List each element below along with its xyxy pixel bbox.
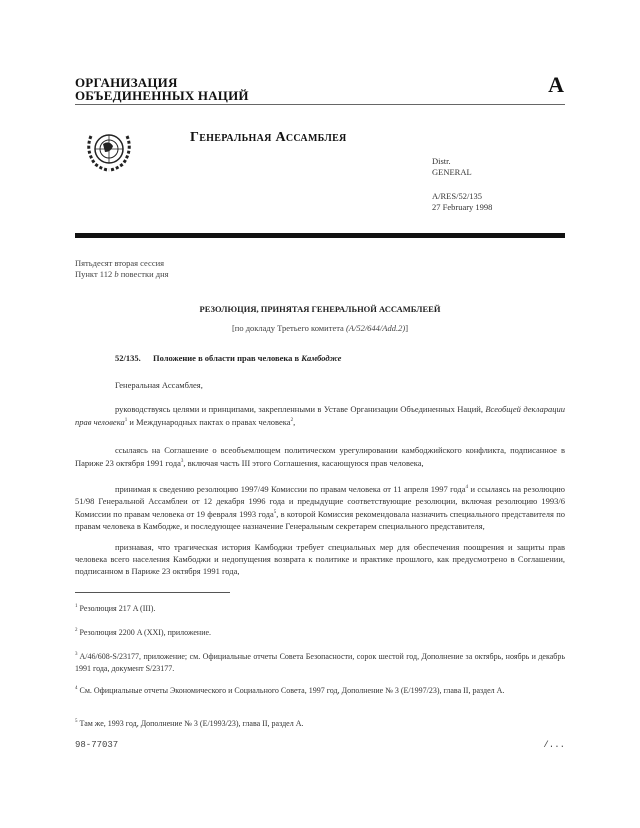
heading-country: Камбодже: [301, 353, 342, 363]
heading-text: Положение в области прав человека в: [153, 353, 302, 363]
organization-name: [75, 76, 249, 102]
assembly-title: Генеральная Ассамблея: [190, 130, 347, 145]
resolution-heading: [115, 353, 341, 363]
document-date: 27 February 1998: [432, 202, 493, 212]
footnote-ref[interactable]: 4: [465, 485, 469, 490]
subtitle-post: ]: [405, 323, 409, 333]
document-letter: A: [548, 72, 564, 97]
session-line: Пятьдесят вторая сессия: [75, 258, 165, 268]
p2-text-b: , включая часть III этого Соглашения, касающуюся прав человека,: [183, 458, 424, 468]
p3-text-c: , в которой Комиссия рекомендовала назначить специального представителя по правам человека в Камбодже, и последующее назначение Генеральным секретарем специального представителя,: [75, 509, 565, 531]
agenda-letter: b: [114, 269, 119, 279]
footnote-ref[interactable]: 5: [273, 510, 277, 515]
continuation-mark: /...: [543, 740, 565, 750]
agenda-item: [75, 269, 169, 280]
footnote-4: [75, 683, 565, 697]
footnote-number: 4: [75, 686, 78, 691]
footnote-5: [75, 716, 565, 730]
footnote-number: 5: [75, 719, 78, 724]
distribution: [432, 156, 472, 178]
footnote-text: Резолюция 217 A (III).: [79, 604, 156, 613]
header-rule: [75, 104, 565, 105]
footnote-3: [75, 649, 565, 675]
p1-text-b: и Международных пактах о правах человека: [127, 417, 291, 427]
org-line-1: ОРГАНИЗАЦИЯ: [75, 75, 178, 90]
p2-text: ссылаясь на Соглашение о всеобъемлющем политическом урегулировании камбоджийского конфликта, подписанное в Париже 23 октября 1991 года: [75, 445, 565, 468]
page-footer: [75, 740, 565, 750]
preamble-paragraph-1: [75, 403, 565, 428]
preamble-paragraph-2: [75, 444, 565, 469]
footnote-1: [75, 601, 565, 615]
footnote-2: [75, 625, 565, 639]
opening-line: Генеральная Ассамблея,: [115, 380, 203, 390]
footnote-text: Там же, 1993 год, Дополнение № 3 (E/1993/23), глава II, раздел A.: [79, 719, 304, 728]
p1-text: руководствуясь целями и принципами, закрепленными в Уставе Организации Объединенных Наций,: [115, 404, 486, 414]
p1-text-c: ,: [293, 417, 296, 427]
un-emblem-icon: [83, 126, 135, 174]
footnote-text: См. Официальные отчеты Экономического и Социального Совета, 1997 год, Дополнение № 3 (E/1997/23), глава II, раздел A.: [79, 686, 505, 695]
subtitle-ref: (A/52/644/Add.2): [345, 323, 406, 333]
distr-label: Distr.: [432, 156, 451, 166]
document-symbol-block: [432, 191, 492, 213]
session-info: [75, 258, 169, 280]
footnote-text: A/46/608-S/23177, приложение; см. Официальные отчеты Совета Безопасности, сорок шестой год, Дополнение за октябрь, ноябрь и декабрь 1991 года, документ S/23177.: [75, 652, 566, 673]
document-symbol: A/RES/52/135: [432, 191, 483, 201]
footnote-number: 1: [75, 604, 78, 609]
footnote-number: 3: [75, 652, 78, 657]
document-number: 98-77037: [75, 740, 119, 750]
agenda-post: повестки дня: [118, 269, 169, 279]
subtitle-pre: [по докладу Третьего комитета: [231, 323, 346, 333]
footnote-ref[interactable]: 2: [290, 418, 294, 423]
footnote-ref[interactable]: 1: [124, 418, 128, 423]
distr-value: GENERAL: [432, 167, 472, 177]
resolution-title: РЕЗОЛЮЦИЯ, ПРИНЯТАЯ ГЕНЕРАЛЬНОЙ АССАМБЛЕЕЙ: [199, 304, 441, 314]
p3-text: принимая к сведению резолюцию 1997/49 Комиссии по правам человека от 11 апреля 1997 года: [115, 484, 466, 494]
p1-italic: Всеобщей декларации прав человека: [75, 404, 565, 427]
p3-text-b: и ссылаясь на резолюцию 51/98 Генеральной Ассамблеи от 12 декабря 1996 года и предыдущие соответствующие резолюции, включая резолюцию 1993/6 Комиссии по правам человека от 19 февраля 1993 года: [75, 484, 566, 519]
resolution-number: 52/135.: [115, 353, 141, 363]
footnote-number: 2: [75, 628, 78, 633]
resolution-subtitle: [75, 323, 565, 333]
footnote-rule: [75, 592, 230, 593]
footnote-ref[interactable]: 3: [180, 459, 184, 464]
thick-rule: [75, 233, 565, 238]
preamble-paragraph-3: [75, 482, 565, 532]
agenda-pre: Пункт 112: [75, 269, 115, 279]
org-line-2: ОБЪЕДИНЕННЫХ НАЦИЙ: [75, 88, 249, 103]
footnote-text: Резолюция 2200 A (XXI), приложение.: [79, 628, 212, 637]
preamble-paragraph-4: признавая, что трагическая история Камбоджи требует специальных мер для обеспечения поощрения и защиты прав человека всего населения Камбоджи и недопущения возврата к политике и практике прошлого, как предусмотрено в Соглашении, подписанном в Париже 23 октября 1991 года,: [75, 542, 565, 576]
